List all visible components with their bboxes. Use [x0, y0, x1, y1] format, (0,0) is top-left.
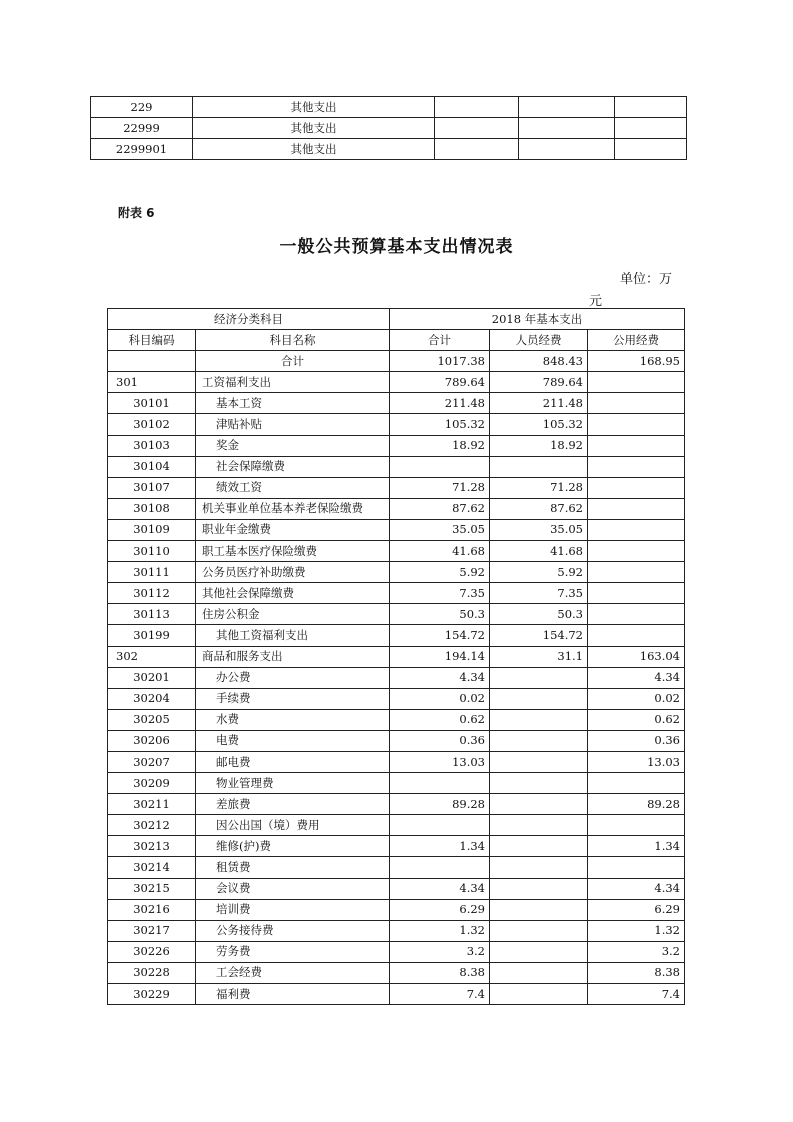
table-row	[108, 899, 685, 920]
header-public: 公用经费	[588, 330, 685, 351]
row-name: 其他社会保障缴费	[196, 583, 390, 604]
row-code: 30107	[108, 477, 196, 498]
row-name: 奖金	[196, 435, 390, 456]
row-personnel: 71.28	[490, 477, 588, 498]
row-total: 50.3	[390, 604, 490, 625]
row-name: 培训费	[196, 899, 390, 920]
row-code: 30111	[108, 562, 196, 583]
row-name: 社会保障缴费	[196, 456, 390, 477]
row-code: 30216	[108, 899, 196, 920]
row-name: 公务员医疗补助缴费	[196, 562, 390, 583]
row-name: 机关事业单位基本养老保险缴费	[196, 498, 390, 519]
row-code: 30104	[108, 456, 196, 477]
row-public	[588, 815, 685, 836]
table-row	[108, 920, 685, 941]
row-total: 18.92	[390, 435, 490, 456]
row-personnel	[519, 118, 615, 139]
row-personnel	[490, 815, 588, 836]
row-name: 物业管理费	[196, 773, 390, 794]
row-code: 2299901	[91, 139, 193, 160]
row-code: 30212	[108, 815, 196, 836]
row-code: 30209	[108, 773, 196, 794]
row-personnel: 18.92	[490, 435, 588, 456]
unit-label-line2: 元	[589, 294, 603, 309]
row-total: 1.34	[390, 836, 490, 857]
row-personnel	[490, 773, 588, 794]
row-name: 手续费	[196, 688, 390, 709]
total-personnel: 848.43	[490, 351, 588, 372]
row-personnel	[490, 667, 588, 688]
row-code: 229	[91, 97, 193, 118]
row-total: 35.05	[390, 519, 490, 540]
row-personnel	[490, 751, 588, 772]
row-name: 住房公积金	[196, 604, 390, 625]
row-total: 89.28	[390, 794, 490, 815]
row-name: 电费	[196, 730, 390, 751]
table-row	[108, 857, 685, 878]
row-personnel: 41.68	[490, 541, 588, 562]
table-row	[108, 435, 685, 456]
row-name: 职工基本医疗保险缴费	[196, 541, 390, 562]
row-code: 30215	[108, 878, 196, 899]
row-personnel: 5.92	[490, 562, 588, 583]
row-code: 30199	[108, 625, 196, 646]
row-total: 3.2	[390, 941, 490, 962]
row-code: 30226	[108, 941, 196, 962]
row-name: 劳务费	[196, 941, 390, 962]
row-name: 维修(护)费	[196, 836, 390, 857]
row-code: 30103	[108, 435, 196, 456]
row-total: 87.62	[390, 498, 490, 519]
table-row	[108, 625, 685, 646]
row-name: 会议费	[196, 878, 390, 899]
row-public: 7.4	[588, 984, 685, 1005]
table-row	[108, 372, 685, 393]
row-public: 4.34	[588, 667, 685, 688]
row-personnel: 35.05	[490, 519, 588, 540]
table-row	[108, 519, 685, 540]
total-public: 168.95	[588, 351, 685, 372]
expenditure-table-body	[108, 372, 685, 1005]
row-personnel: 211.48	[490, 393, 588, 414]
row-code: 30101	[108, 393, 196, 414]
header-row-1	[108, 309, 685, 330]
table-row	[91, 118, 687, 139]
row-personnel	[490, 941, 588, 962]
row-public: 13.03	[588, 751, 685, 772]
row-personnel: 7.35	[490, 583, 588, 604]
row-total: 7.35	[390, 583, 490, 604]
row-public	[588, 773, 685, 794]
row-total: 789.64	[390, 372, 490, 393]
row-personnel	[490, 836, 588, 857]
row-personnel: 31.1	[490, 646, 588, 667]
row-code: 30201	[108, 667, 196, 688]
row-public: 3.2	[588, 941, 685, 962]
row-code: 301	[108, 372, 196, 393]
row-name: 租赁费	[196, 857, 390, 878]
row-public	[588, 604, 685, 625]
row-total	[435, 118, 519, 139]
row-code: 30108	[108, 498, 196, 519]
appendix-label: 附表 6	[118, 206, 155, 220]
row-personnel	[519, 97, 615, 118]
table-row	[91, 97, 687, 118]
table-row	[108, 667, 685, 688]
row-public	[588, 477, 685, 498]
row-total: 211.48	[390, 393, 490, 414]
row-total: 41.68	[390, 541, 490, 562]
row-total: 71.28	[390, 477, 490, 498]
row-name: 其他支出	[193, 118, 435, 139]
row-total: 194.14	[390, 646, 490, 667]
table-row	[108, 751, 685, 772]
table-row	[108, 456, 685, 477]
row-code: 30214	[108, 857, 196, 878]
row-personnel	[490, 730, 588, 751]
row-public: 163.04	[588, 646, 685, 667]
row-public	[588, 414, 685, 435]
row-total	[390, 456, 490, 477]
table-row	[108, 541, 685, 562]
row-code: 30113	[108, 604, 196, 625]
table-row	[108, 393, 685, 414]
row-total: 4.34	[390, 878, 490, 899]
row-public: 6.29	[588, 899, 685, 920]
row-total: 5.92	[390, 562, 490, 583]
row-name: 绩效工资	[196, 477, 390, 498]
row-code: 30109	[108, 519, 196, 540]
row-public	[588, 562, 685, 583]
table-row	[108, 730, 685, 751]
row-code: 30211	[108, 794, 196, 815]
row-total: 0.02	[390, 688, 490, 709]
continued-table-body	[91, 97, 687, 160]
row-name: 工资福利支出	[196, 372, 390, 393]
table-row	[108, 477, 685, 498]
table-row	[108, 562, 685, 583]
row-public: 4.34	[588, 878, 685, 899]
table-row	[108, 815, 685, 836]
row-name: 其他支出	[193, 139, 435, 160]
table-row	[108, 794, 685, 815]
row-code: 30229	[108, 984, 196, 1005]
row-personnel	[490, 709, 588, 730]
row-personnel: 154.72	[490, 625, 588, 646]
row-total: 1.32	[390, 920, 490, 941]
row-public	[588, 435, 685, 456]
row-code: 30205	[108, 709, 196, 730]
table-row	[108, 604, 685, 625]
row-public	[615, 139, 687, 160]
table-row	[108, 646, 685, 667]
row-name: 办公费	[196, 667, 390, 688]
row-total	[390, 857, 490, 878]
row-total	[390, 815, 490, 836]
continued-table	[90, 96, 687, 160]
row-public	[588, 393, 685, 414]
row-public	[615, 118, 687, 139]
row-code: 30102	[108, 414, 196, 435]
row-public	[588, 498, 685, 519]
table-row	[108, 984, 685, 1005]
total-row	[108, 351, 685, 372]
row-code: 30110	[108, 541, 196, 562]
row-code: 22999	[91, 118, 193, 139]
row-name: 津贴补贴	[196, 414, 390, 435]
row-personnel	[490, 899, 588, 920]
row-public: 0.36	[588, 730, 685, 751]
row-name: 工会经费	[196, 962, 390, 983]
row-public	[588, 857, 685, 878]
row-code: 30112	[108, 583, 196, 604]
row-personnel	[490, 878, 588, 899]
row-name: 商品和服务支出	[196, 646, 390, 667]
row-personnel	[490, 688, 588, 709]
row-personnel	[490, 857, 588, 878]
row-name: 水费	[196, 709, 390, 730]
row-personnel	[490, 456, 588, 477]
row-name: 福利费	[196, 984, 390, 1005]
row-total	[435, 139, 519, 160]
header-personnel: 人员经费	[490, 330, 588, 351]
row-public: 0.02	[588, 688, 685, 709]
row-total: 4.34	[390, 667, 490, 688]
table-row	[108, 498, 685, 519]
row-public: 1.34	[588, 836, 685, 857]
row-name: 差旅费	[196, 794, 390, 815]
row-personnel: 50.3	[490, 604, 588, 625]
row-total: 13.03	[390, 751, 490, 772]
row-total	[435, 97, 519, 118]
table-row	[108, 836, 685, 857]
row-public: 0.62	[588, 709, 685, 730]
row-personnel: 105.32	[490, 414, 588, 435]
row-personnel	[490, 794, 588, 815]
page-title: 一般公共预算基本支出情况表	[279, 237, 514, 257]
total-total: 1017.38	[390, 351, 490, 372]
row-code: 30204	[108, 688, 196, 709]
row-code: 30213	[108, 836, 196, 857]
table-row	[108, 962, 685, 983]
row-personnel: 789.64	[490, 372, 588, 393]
table-row	[108, 688, 685, 709]
row-public	[588, 456, 685, 477]
header-total: 合计	[390, 330, 490, 351]
table-row	[108, 414, 685, 435]
row-name: 职业年金缴费	[196, 519, 390, 540]
row-code: 302	[108, 646, 196, 667]
header-code: 科目编码	[108, 330, 196, 351]
table-row	[108, 709, 685, 730]
table-row	[108, 773, 685, 794]
total-code-cell	[108, 351, 196, 372]
row-total: 105.32	[390, 414, 490, 435]
row-total: 154.72	[390, 625, 490, 646]
header-name: 科目名称	[196, 330, 390, 351]
unit-label-line1: 单位：万	[620, 272, 673, 287]
row-total: 7.4	[390, 984, 490, 1005]
row-code: 30228	[108, 962, 196, 983]
row-name: 因公出国（境）费用	[196, 815, 390, 836]
row-name: 邮电费	[196, 751, 390, 772]
row-name: 公务接待费	[196, 920, 390, 941]
row-public	[588, 625, 685, 646]
row-total: 0.62	[390, 709, 490, 730]
row-public: 89.28	[588, 794, 685, 815]
row-public: 8.38	[588, 962, 685, 983]
row-total	[390, 773, 490, 794]
row-total: 6.29	[390, 899, 490, 920]
row-total: 0.36	[390, 730, 490, 751]
row-personnel: 87.62	[490, 498, 588, 519]
row-total: 8.38	[390, 962, 490, 983]
row-code: 30207	[108, 751, 196, 772]
row-personnel	[490, 984, 588, 1005]
row-code: 30217	[108, 920, 196, 941]
row-name: 其他工资福利支出	[196, 625, 390, 646]
row-public	[588, 541, 685, 562]
row-name: 基本工资	[196, 393, 390, 414]
row-personnel	[519, 139, 615, 160]
header-econ-class: 经济分类科目	[108, 309, 390, 330]
expenditure-table	[107, 308, 685, 1005]
row-code: 30206	[108, 730, 196, 751]
row-personnel	[490, 962, 588, 983]
row-public	[615, 97, 687, 118]
table-row	[108, 941, 685, 962]
table-row	[91, 139, 687, 160]
row-personnel	[490, 920, 588, 941]
total-name: 合计	[196, 351, 390, 372]
row-public	[588, 519, 685, 540]
row-name: 其他支出	[193, 97, 435, 118]
table-row	[108, 583, 685, 604]
header-year-total: 2018 年基本支出	[390, 309, 685, 330]
header-row-2	[108, 330, 685, 351]
table-row	[108, 878, 685, 899]
row-public	[588, 372, 685, 393]
row-public	[588, 583, 685, 604]
row-public: 1.32	[588, 920, 685, 941]
